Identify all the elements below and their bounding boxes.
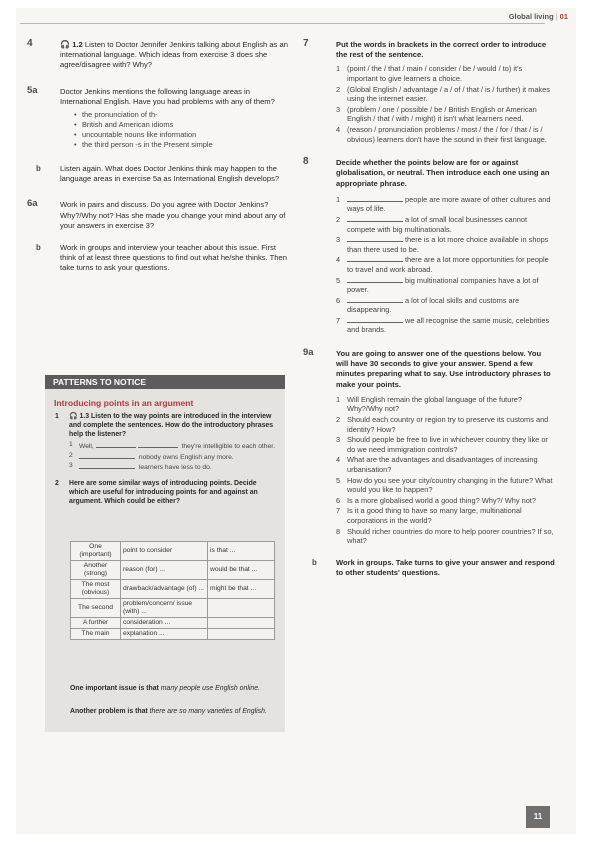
exercise-4 — [27, 40, 289, 71]
blank-field[interactable] — [347, 316, 403, 323]
exercise-number: b — [312, 557, 317, 567]
item-text: people are more aware of other cultures and ways of life. — [347, 194, 551, 214]
list-item: • uncountable nouns like information — [74, 130, 289, 140]
exercise-number: b — [36, 243, 41, 253]
exercise-8 — [303, 158, 555, 335]
exercise-6a — [27, 200, 289, 231]
table-row — [71, 629, 275, 640]
item-text: (reason / pronunciation problems / most / the / for / that / is / obvious) learners don't have the sound in their first language. — [347, 124, 547, 144]
pattern-item-2 — [55, 479, 277, 506]
unit-number: 01 — [559, 12, 568, 21]
row-number: 2 — [69, 451, 73, 459]
item-text: Should each country or region try to preserve its customs and identity? How? — [347, 415, 549, 434]
blank-field[interactable] — [347, 296, 403, 303]
item-text: a lot of local skills and customs are disappearing. — [347, 295, 520, 315]
table-cell: One (important) — [71, 542, 121, 561]
table-row — [71, 618, 275, 629]
exercise-5a — [27, 84, 289, 150]
table-cell: explanation ... — [121, 629, 208, 640]
table-cell: problem/concern/ issue (with) ... — [121, 599, 208, 618]
item-instructions: Here are some similar ways of introducing points. Decide which are useful for introducing points for and against an argument. Which could be either? — [69, 479, 258, 505]
blank-field[interactable] — [347, 255, 403, 262]
gap-fill-sentences — [69, 441, 277, 473]
item-number: 1 — [55, 413, 59, 420]
blank-field[interactable] — [79, 462, 135, 469]
exercise-items — [336, 395, 555, 546]
exercise-number: 4 — [27, 38, 33, 49]
exercise-instructions: You are going to answer one of the questions below. You will have 30 seconds to give your answer. Spend a few minutes preparing what to say. Use introductory phrases to make your points. — [336, 349, 551, 389]
blank-field[interactable] — [347, 235, 403, 242]
list-item: 7 we all recognise the same music, celebrities and brands. — [336, 315, 550, 335]
list-item: 8 Should richer countries do more to help poorer countries? If so, what? — [336, 526, 554, 546]
running-header: Global living | 01 — [508, 12, 568, 21]
exercise-items — [336, 64, 555, 144]
example-rest: there are so many varieties of English. — [149, 708, 267, 715]
exercise-number: 9a — [303, 347, 314, 359]
header-rule — [20, 23, 545, 24]
table-cell: is that ... — [208, 542, 275, 561]
list-item: 6 a lot of local skills and customs are disappearing. — [336, 295, 520, 315]
audio-icon[interactable]: 🎧 — [60, 40, 73, 49]
exercise-instructions: Listen to Doctor Jennifer Jenkins talking about English as an international language. Which ideas from exercise 3 does she agree/disagree with? Why? — [60, 40, 288, 70]
example-lead: Another problem is that — [70, 708, 148, 715]
page-number: 11 — [526, 806, 550, 828]
exercise-instructions: Work in pairs and discuss. Do you agree with Doctor Jenkins? Why?/Why not? Has she made you change your mind about any of your answers in exercise 3? — [60, 200, 286, 230]
blank-field[interactable] — [79, 452, 135, 459]
exercise-6b — [27, 243, 289, 274]
box-title: PATTERNS TO NOTICE — [45, 375, 285, 389]
table-cell: might be that ... — [208, 580, 275, 599]
blank-field[interactable] — [96, 441, 136, 448]
table-row — [71, 561, 275, 580]
example-sentence-1 — [70, 685, 270, 694]
patterns-to-notice-box — [45, 375, 285, 732]
list-item: 3 (problem / one / possible / be / British English or American English / that / with / might) it isn't what learners need. — [336, 104, 537, 124]
item-text: there is a lot more choice available in shops than there used to be. — [347, 235, 549, 254]
list-item: 6 Is a more globalised world a good thing? Why?/ Why not? — [336, 495, 536, 505]
item-text: big multinational companies have a lot of power. — [347, 275, 539, 295]
list-item: 2 Should each country or region try to preserve its customs and identity? How? — [336, 415, 549, 434]
list-item: 2 a lot of small local businesses cannot compete with big multinationals. — [336, 214, 528, 234]
table-row — [71, 599, 275, 618]
list-item: • the pronunciation of th- — [74, 110, 289, 120]
item-text: (point / the / that / main / consider / be / would / to) it's important to give learners a choice. — [347, 64, 523, 83]
item-text: Is a more globalised world a good thing? Why?/ Why not? — [347, 495, 536, 505]
item-text: (Global English / advantage / a / of / that / is / further) it makes using the internet easier. — [347, 84, 550, 104]
exercise-text — [60, 40, 289, 71]
item-text: a lot of small local businesses cannot compete with big multinationals. — [347, 214, 528, 234]
table-cell: drawback/advantage (of) ... — [121, 580, 208, 599]
row-number: 3 — [69, 462, 73, 470]
box-subtitle: Introducing points in an argument — [54, 398, 194, 408]
list-item: 2 (Global English / advantage / a / of / that / is / further) it makes using the internet easier. — [336, 84, 550, 104]
gap-fill-row — [69, 452, 277, 463]
list-item: 1 people are more aware of other cultures and ways of life. — [336, 194, 551, 214]
blank-field[interactable] — [347, 195, 403, 202]
exercise-number: 5a — [27, 84, 38, 96]
list-item: 1 (point / the / that / main / consider / be / would / to) it's important to give learners a choice. — [336, 64, 523, 83]
table-cell: The second — [71, 599, 121, 618]
item-text: Is it a good thing to have so many large, multinational corporations in the world? — [347, 506, 522, 526]
item-text: (problem / one / possible / be / British English or American English / that / with / might) it isn't what learners need. — [347, 104, 537, 124]
left-column — [27, 40, 289, 274]
row-number: 1 — [69, 441, 73, 448]
list-item: 5 How do you see your city/country changing in the future? What would you like to happen? — [336, 475, 553, 495]
exercise-5b — [27, 164, 289, 184]
table-cell: consideration ... — [121, 618, 208, 629]
audio-icon[interactable]: 🎧 — [69, 413, 80, 420]
gap-fill-row — [69, 441, 277, 452]
exercise-instructions: Doctor Jenkins mentions the following language areas in International English. Have you had problems with any of them? — [60, 86, 275, 106]
item-instructions: Listen to the way points are introduced in the interview and complete the sentences. How do the introductory phrases help the listener? — [69, 413, 274, 438]
exercise-7 — [303, 40, 555, 144]
table-cell: point to consider — [121, 542, 208, 561]
list-item: 3 Should people be free to live in whichever country they like or do we need immigration controls? — [336, 435, 548, 454]
item-text: How do you see your city/country changing in the future? What would you like to happen? — [347, 475, 553, 495]
row-text: they're intelligible to each other. — [181, 443, 275, 450]
item-text: there are a lot more opportunities for people to travel and work abroad. — [347, 255, 549, 274]
pattern-item-1 — [55, 412, 277, 473]
blank-field[interactable] — [347, 276, 403, 283]
exercise-9b — [303, 558, 555, 578]
exercise-number: 7 — [303, 38, 309, 49]
item-text: we all recognise the same music, celebrities and brands. — [347, 315, 550, 335]
example-rest: many people use English online. — [160, 685, 260, 692]
section-title: Global living — [508, 12, 554, 21]
table-cell — [208, 629, 275, 640]
exercise-instructions: Work in groups. Take turns to give your answer and respond to other students' questions. — [336, 557, 555, 577]
exercise-instructions: Decide whether the points below are for or against globalisation, or neutral. Then introduce each one using an appropriate phrase. — [336, 158, 550, 188]
table-row — [71, 580, 275, 599]
item-text: Should richer countries do more to help poorer countries? If so, what? — [347, 526, 554, 546]
list-item: 4 (reason / pronunciation problems / most / the / for / that / is / obvious) learners don't have the sound in their first language. — [336, 124, 547, 144]
exercise-9a — [303, 349, 555, 546]
item-text: What are the advantages and disadvantages of increasing urbanisation? — [347, 455, 538, 475]
list-item: 3 there is a lot more choice available in shops than there used to be. — [336, 235, 549, 254]
table-cell — [208, 618, 275, 629]
list-item: • British and American idioms — [74, 120, 289, 130]
table-cell: The most (obvious) — [71, 580, 121, 599]
example-sentence-2 — [70, 708, 270, 717]
list-item: 7 Is it a good thing to have so many large, multinational corporations in the world? — [336, 506, 522, 526]
row-text: learners have less to do. — [138, 464, 212, 472]
row-lead: Well, — [79, 443, 94, 450]
table-cell: The main — [71, 629, 121, 640]
table-cell: reason (for) ... — [121, 561, 208, 580]
blank-field[interactable] — [138, 441, 178, 448]
table-row — [71, 542, 275, 561]
right-column — [303, 40, 555, 578]
table-cell: A further — [71, 618, 121, 629]
blank-field[interactable] — [347, 215, 403, 222]
list-item: • the third person -s in the Present simple — [74, 140, 289, 150]
exercise-number: 8 — [303, 156, 309, 168]
exercise-instructions: Work in groups and interview your teacher about this issue. First think of at least three questions to find out what he/she thinks. Then take turns to ask your questions. — [60, 243, 287, 273]
phrases-table — [70, 541, 275, 640]
exercise-instructions: Put the words in brackets in the correct order to introduce the rest of the sentence. — [336, 40, 547, 60]
track-number: 1.3 — [79, 413, 90, 420]
list-item: 4 there are a lot more opportunities for people to travel and work abroad. — [336, 255, 549, 274]
exercise-number: 6a — [27, 198, 38, 210]
exercise-instructions: Listen again. What does Doctor Jenkins think may happen to the language areas in exercise 5a as International English develops? — [60, 164, 280, 184]
list-item: 5 big multinational companies have a lot of power. — [336, 275, 539, 295]
gap-fill-row — [69, 462, 277, 473]
track-number: 1.2 — [72, 40, 83, 49]
table-cell: would be that ... — [208, 561, 275, 580]
table-cell: Another (strong) — [71, 561, 121, 580]
item-text: Should people be free to live in whichever country they like or do we need immigration controls? — [347, 435, 548, 454]
table-cell — [208, 599, 275, 618]
item-number: 2 — [55, 479, 59, 487]
example-lead: One important issue is that — [70, 685, 159, 692]
exercise-number: b — [36, 164, 41, 174]
row-text: nobody owns English any more. — [138, 453, 234, 461]
item-text: Will English remain the global language of the future? Why?/Why not? — [347, 394, 523, 414]
exercise-items — [336, 195, 555, 335]
language-areas-list — [74, 110, 289, 150]
list-item: 1 Will English remain the global language of the future? Why?/Why not? — [336, 394, 523, 414]
list-item: 4 What are the advantages and disadvantages of increasing urbanisation? — [336, 455, 538, 475]
